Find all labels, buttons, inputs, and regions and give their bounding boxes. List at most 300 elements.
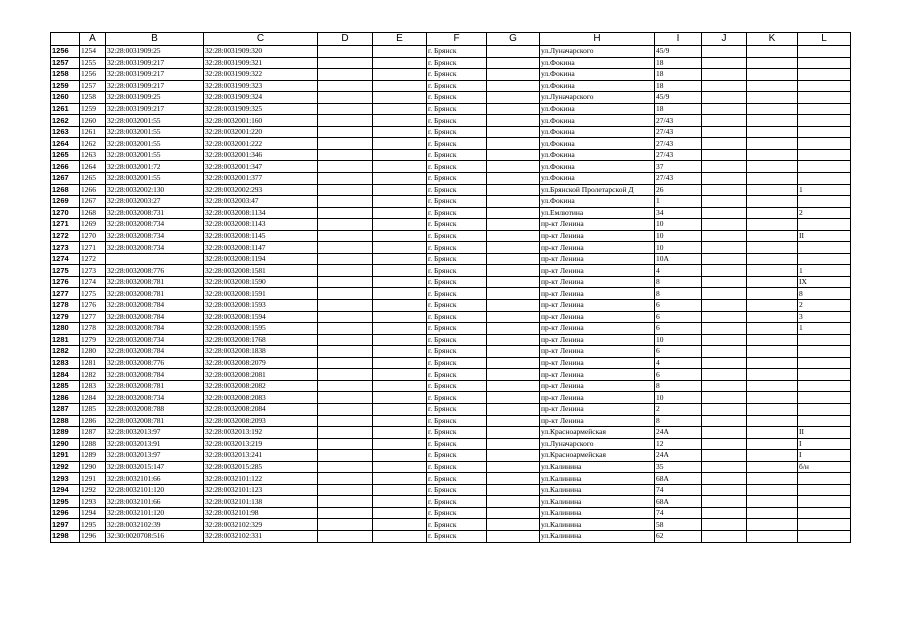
column-header-i[interactable]: I bbox=[655, 33, 702, 46]
cell-l[interactable] bbox=[798, 346, 851, 358]
cell-d[interactable] bbox=[318, 253, 373, 265]
cell-e[interactable] bbox=[373, 346, 427, 358]
cell-g[interactable] bbox=[487, 173, 540, 185]
cell-k[interactable] bbox=[747, 230, 798, 242]
row-number-cell[interactable]: 1292 bbox=[51, 461, 80, 473]
cell-c[interactable]: 32:28:0032008:1593 bbox=[204, 300, 318, 312]
cell-c[interactable]: 32:28:0032101:122 bbox=[204, 473, 318, 485]
cell-a[interactable]: 1260 bbox=[80, 115, 106, 127]
cell-f[interactable]: г. Брянск bbox=[427, 357, 487, 369]
cell-k[interactable] bbox=[747, 415, 798, 427]
row-number-cell[interactable]: 1269 bbox=[51, 196, 80, 208]
cell-c[interactable]: 32:28:0032101:138 bbox=[204, 496, 318, 508]
cell-b[interactable]: 32:28:0032008:734 bbox=[106, 219, 204, 231]
cell-j[interactable] bbox=[702, 473, 747, 485]
cell-k[interactable] bbox=[747, 403, 798, 415]
cell-h[interactable]: ул.Фокина bbox=[540, 57, 655, 69]
cell-i[interactable]: 6 bbox=[655, 369, 702, 381]
cell-k[interactable] bbox=[747, 161, 798, 173]
column-header-h[interactable]: H bbox=[540, 33, 655, 46]
cell-e[interactable] bbox=[373, 311, 427, 323]
cell-j[interactable] bbox=[702, 288, 747, 300]
cell-b[interactable]: 32:28:0032008:734 bbox=[106, 230, 204, 242]
cell-g[interactable] bbox=[487, 334, 540, 346]
cell-h[interactable]: пр-кт Ленина bbox=[540, 369, 655, 381]
cell-k[interactable] bbox=[747, 461, 798, 473]
cell-k[interactable] bbox=[747, 184, 798, 196]
cell-b[interactable]: 32:28:0032001:55 bbox=[106, 126, 204, 138]
cell-d[interactable] bbox=[318, 276, 373, 288]
cell-i[interactable]: 45/9 bbox=[655, 46, 702, 58]
cell-j[interactable] bbox=[702, 103, 747, 115]
cell-k[interactable] bbox=[747, 519, 798, 531]
cell-f[interactable]: г. Брянск bbox=[427, 346, 487, 358]
cell-a[interactable]: 1258 bbox=[80, 92, 106, 104]
cell-g[interactable] bbox=[487, 392, 540, 404]
cell-d[interactable] bbox=[318, 415, 373, 427]
cell-j[interactable] bbox=[702, 415, 747, 427]
cell-c[interactable]: 32:28:0032102:331 bbox=[204, 530, 318, 542]
cell-f[interactable]: г. Брянск bbox=[427, 149, 487, 161]
cell-f[interactable]: г. Брянск bbox=[427, 242, 487, 254]
cell-f[interactable]: г. Брянск bbox=[427, 265, 487, 277]
cell-g[interactable] bbox=[487, 207, 540, 219]
cell-h[interactable]: ул.Луначарского bbox=[540, 438, 655, 450]
cell-l[interactable]: 8 bbox=[798, 288, 851, 300]
cell-g[interactable] bbox=[487, 265, 540, 277]
cell-g[interactable] bbox=[487, 92, 540, 104]
cell-g[interactable] bbox=[487, 46, 540, 58]
cell-h[interactable]: ул.Фокина bbox=[540, 80, 655, 92]
cell-g[interactable] bbox=[487, 323, 540, 335]
cell-e[interactable] bbox=[373, 253, 427, 265]
cell-k[interactable] bbox=[747, 530, 798, 542]
cell-l[interactable] bbox=[798, 115, 851, 127]
cell-c[interactable]: 32:28:0032008:1768 bbox=[204, 334, 318, 346]
cell-a[interactable]: 1282 bbox=[80, 369, 106, 381]
cell-j[interactable] bbox=[702, 369, 747, 381]
cell-g[interactable] bbox=[487, 346, 540, 358]
cell-l[interactable] bbox=[798, 46, 851, 58]
cell-a[interactable]: 1283 bbox=[80, 380, 106, 392]
cell-j[interactable] bbox=[702, 219, 747, 231]
cell-g[interactable] bbox=[487, 57, 540, 69]
cell-a[interactable]: 1273 bbox=[80, 265, 106, 277]
cell-d[interactable] bbox=[318, 173, 373, 185]
cell-k[interactable] bbox=[747, 80, 798, 92]
cell-b[interactable]: 32:28:0031909:217 bbox=[106, 69, 204, 81]
cell-l[interactable]: 1 bbox=[798, 184, 851, 196]
cell-i[interactable]: 6 bbox=[655, 346, 702, 358]
cell-i[interactable]: 8 bbox=[655, 288, 702, 300]
row-number-cell[interactable]: 1266 bbox=[51, 161, 80, 173]
cell-d[interactable] bbox=[318, 323, 373, 335]
row-number-cell[interactable]: 1263 bbox=[51, 126, 80, 138]
cell-j[interactable] bbox=[702, 496, 747, 508]
cell-e[interactable] bbox=[373, 173, 427, 185]
cell-f[interactable]: г. Брянск bbox=[427, 57, 487, 69]
cell-e[interactable] bbox=[373, 57, 427, 69]
column-header-f[interactable]: F bbox=[427, 33, 487, 46]
cell-a[interactable]: 1263 bbox=[80, 149, 106, 161]
cell-h[interactable]: ул.Фокина bbox=[540, 173, 655, 185]
cell-f[interactable]: г. Брянск bbox=[427, 207, 487, 219]
cell-h[interactable]: ул.Калинина bbox=[540, 496, 655, 508]
cell-d[interactable] bbox=[318, 126, 373, 138]
cell-i[interactable]: 74 bbox=[655, 507, 702, 519]
cell-k[interactable] bbox=[747, 276, 798, 288]
cell-h[interactable]: ул.Фокина bbox=[540, 161, 655, 173]
cell-g[interactable] bbox=[487, 276, 540, 288]
row-number-cell[interactable]: 1290 bbox=[51, 438, 80, 450]
row-number-cell[interactable]: 1285 bbox=[51, 380, 80, 392]
row-number-cell[interactable]: 1280 bbox=[51, 323, 80, 335]
cell-h[interactable]: ул.Луначарского bbox=[540, 92, 655, 104]
cell-e[interactable] bbox=[373, 415, 427, 427]
cell-a[interactable]: 1293 bbox=[80, 496, 106, 508]
cell-j[interactable] bbox=[702, 484, 747, 496]
cell-a[interactable]: 1289 bbox=[80, 450, 106, 462]
cell-c[interactable]: 32:28:0032002:293 bbox=[204, 184, 318, 196]
row-number-cell[interactable]: 1279 bbox=[51, 311, 80, 323]
cell-j[interactable] bbox=[702, 507, 747, 519]
cell-c[interactable]: 32:28:0032001:222 bbox=[204, 138, 318, 150]
cell-a[interactable]: 1264 bbox=[80, 161, 106, 173]
cell-i[interactable]: 6 bbox=[655, 300, 702, 312]
cell-a[interactable]: 1292 bbox=[80, 484, 106, 496]
cell-e[interactable] bbox=[373, 219, 427, 231]
cell-k[interactable] bbox=[747, 57, 798, 69]
cell-k[interactable] bbox=[747, 427, 798, 439]
cell-b[interactable] bbox=[106, 253, 204, 265]
cell-h[interactable]: пр-кт Ленина bbox=[540, 276, 655, 288]
cell-c[interactable]: 32:28:0032013:219 bbox=[204, 438, 318, 450]
cell-f[interactable]: г. Брянск bbox=[427, 288, 487, 300]
cell-l[interactable] bbox=[798, 530, 851, 542]
cell-b[interactable]: 32:28:0032013:91 bbox=[106, 438, 204, 450]
cell-b[interactable]: 32:28:0032008:776 bbox=[106, 357, 204, 369]
row-number-cell[interactable]: 1298 bbox=[51, 530, 80, 542]
cell-i[interactable]: 27/43 bbox=[655, 115, 702, 127]
cell-k[interactable] bbox=[747, 149, 798, 161]
cell-f[interactable]: г. Брянск bbox=[427, 415, 487, 427]
cell-j[interactable] bbox=[702, 69, 747, 81]
cell-e[interactable] bbox=[373, 207, 427, 219]
column-header-d[interactable]: D bbox=[318, 33, 373, 46]
cell-f[interactable]: г. Брянск bbox=[427, 496, 487, 508]
cell-d[interactable] bbox=[318, 392, 373, 404]
cell-k[interactable] bbox=[747, 369, 798, 381]
cell-c[interactable]: 32:28:0032008:1147 bbox=[204, 242, 318, 254]
cell-f[interactable]: г. Брянск bbox=[427, 403, 487, 415]
cell-f[interactable]: г. Брянск bbox=[427, 334, 487, 346]
cell-e[interactable] bbox=[373, 80, 427, 92]
cell-e[interactable] bbox=[373, 392, 427, 404]
cell-a[interactable]: 1278 bbox=[80, 323, 106, 335]
cell-g[interactable] bbox=[487, 138, 540, 150]
cell-b[interactable]: 32:28:0032002:130 bbox=[106, 184, 204, 196]
cell-k[interactable] bbox=[747, 300, 798, 312]
cell-d[interactable] bbox=[318, 438, 373, 450]
cell-i[interactable]: 10 bbox=[655, 219, 702, 231]
cell-e[interactable] bbox=[373, 46, 427, 58]
cell-k[interactable] bbox=[747, 323, 798, 335]
cell-a[interactable]: 1272 bbox=[80, 253, 106, 265]
cell-j[interactable] bbox=[702, 530, 747, 542]
cell-c[interactable]: 32:28:0032015:285 bbox=[204, 461, 318, 473]
row-number-cell[interactable]: 1270 bbox=[51, 207, 80, 219]
cell-j[interactable] bbox=[702, 392, 747, 404]
cell-e[interactable] bbox=[373, 530, 427, 542]
cell-b[interactable]: 32:28:0032008:734 bbox=[106, 242, 204, 254]
column-header-c[interactable]: C bbox=[204, 33, 318, 46]
cell-j[interactable] bbox=[702, 126, 747, 138]
cell-e[interactable] bbox=[373, 69, 427, 81]
cell-h[interactable]: пр-кт Ленина bbox=[540, 403, 655, 415]
cell-f[interactable]: г. Брянск bbox=[427, 92, 487, 104]
cell-b[interactable]: 32:28:0032008:734 bbox=[106, 392, 204, 404]
cell-b[interactable]: 32:28:0032013:97 bbox=[106, 427, 204, 439]
row-number-cell[interactable]: 1291 bbox=[51, 450, 80, 462]
cell-i[interactable]: 10 bbox=[655, 392, 702, 404]
cell-k[interactable] bbox=[747, 92, 798, 104]
cell-g[interactable] bbox=[487, 219, 540, 231]
cell-f[interactable]: г. Брянск bbox=[427, 461, 487, 473]
cell-e[interactable] bbox=[373, 265, 427, 277]
cell-c[interactable]: 32:28:0032008:2082 bbox=[204, 380, 318, 392]
cell-g[interactable] bbox=[487, 438, 540, 450]
cell-l[interactable] bbox=[798, 173, 851, 185]
cell-h[interactable]: пр-кт Ленина bbox=[540, 288, 655, 300]
cell-e[interactable] bbox=[373, 496, 427, 508]
cell-d[interactable] bbox=[318, 103, 373, 115]
cell-a[interactable]: 1291 bbox=[80, 473, 106, 485]
cell-f[interactable]: г. Брянск bbox=[427, 276, 487, 288]
cell-a[interactable]: 1276 bbox=[80, 300, 106, 312]
cell-k[interactable] bbox=[747, 253, 798, 265]
cell-d[interactable] bbox=[318, 311, 373, 323]
cell-i[interactable]: 6 bbox=[655, 311, 702, 323]
cell-j[interactable] bbox=[702, 323, 747, 335]
cell-h[interactable]: ул.Фокина bbox=[540, 138, 655, 150]
cell-j[interactable] bbox=[702, 300, 747, 312]
cell-h[interactable]: пр-кт Ленина bbox=[540, 311, 655, 323]
row-number-cell[interactable]: 1273 bbox=[51, 242, 80, 254]
cell-d[interactable] bbox=[318, 473, 373, 485]
row-number-cell[interactable]: 1278 bbox=[51, 300, 80, 312]
cell-h[interactable]: ул.Калинина bbox=[540, 484, 655, 496]
cell-k[interactable] bbox=[747, 265, 798, 277]
cell-b[interactable]: 32:28:0032008:781 bbox=[106, 380, 204, 392]
cell-i[interactable]: 34 bbox=[655, 207, 702, 219]
cell-g[interactable] bbox=[487, 380, 540, 392]
cell-e[interactable] bbox=[373, 242, 427, 254]
row-number-cell[interactable]: 1274 bbox=[51, 253, 80, 265]
cell-c[interactable]: 32:28:0032008:1581 bbox=[204, 265, 318, 277]
cell-d[interactable] bbox=[318, 450, 373, 462]
cell-g[interactable] bbox=[487, 496, 540, 508]
cell-h[interactable]: ул.Фокина bbox=[540, 69, 655, 81]
cell-b[interactable]: 32:28:0031909:217 bbox=[106, 103, 204, 115]
cell-b[interactable]: 32:28:0032008:784 bbox=[106, 311, 204, 323]
cell-g[interactable] bbox=[487, 288, 540, 300]
cell-g[interactable] bbox=[487, 507, 540, 519]
cell-l[interactable] bbox=[798, 392, 851, 404]
cell-a[interactable]: 1259 bbox=[80, 103, 106, 115]
cell-a[interactable]: 1262 bbox=[80, 138, 106, 150]
cell-l[interactable] bbox=[798, 149, 851, 161]
cell-g[interactable] bbox=[487, 149, 540, 161]
cell-f[interactable]: г. Брянск bbox=[427, 219, 487, 231]
cell-c[interactable]: 32:28:0032008:1143 bbox=[204, 219, 318, 231]
cell-d[interactable] bbox=[318, 380, 373, 392]
cell-g[interactable] bbox=[487, 403, 540, 415]
cell-f[interactable]: г. Брянск bbox=[427, 392, 487, 404]
cell-b[interactable]: 32:28:0032008:784 bbox=[106, 300, 204, 312]
cell-l[interactable] bbox=[798, 369, 851, 381]
cell-g[interactable] bbox=[487, 126, 540, 138]
cell-f[interactable]: г. Брянск bbox=[427, 253, 487, 265]
cell-c[interactable]: 32:28:0032008:2084 bbox=[204, 403, 318, 415]
cell-l[interactable] bbox=[798, 219, 851, 231]
cell-g[interactable] bbox=[487, 369, 540, 381]
cell-b[interactable]: 32:28:0032101:66 bbox=[106, 473, 204, 485]
cell-l[interactable] bbox=[798, 138, 851, 150]
cell-d[interactable] bbox=[318, 207, 373, 219]
cell-j[interactable] bbox=[702, 276, 747, 288]
cell-g[interactable] bbox=[487, 80, 540, 92]
cell-k[interactable] bbox=[747, 380, 798, 392]
cell-g[interactable] bbox=[487, 184, 540, 196]
cell-g[interactable] bbox=[487, 484, 540, 496]
row-number-cell[interactable]: 1264 bbox=[51, 138, 80, 150]
cell-i[interactable]: 8 bbox=[655, 380, 702, 392]
column-header-e[interactable]: E bbox=[373, 33, 427, 46]
cell-g[interactable] bbox=[487, 357, 540, 369]
cell-b[interactable]: 32:28:0032102:39 bbox=[106, 519, 204, 531]
cell-i[interactable]: 68А bbox=[655, 473, 702, 485]
cell-i[interactable]: 45/9 bbox=[655, 92, 702, 104]
cell-k[interactable] bbox=[747, 46, 798, 58]
cell-c[interactable]: 32:28:0032008:1194 bbox=[204, 253, 318, 265]
cell-h[interactable]: пр-кт Ленина bbox=[540, 392, 655, 404]
cell-a[interactable]: 1254 bbox=[80, 46, 106, 58]
cell-b[interactable]: 32:28:0031909:25 bbox=[106, 92, 204, 104]
cell-l[interactable]: 2 bbox=[798, 300, 851, 312]
cell-c[interactable]: 32:28:0032008:1595 bbox=[204, 323, 318, 335]
cell-a[interactable]: 1275 bbox=[80, 288, 106, 300]
cell-l[interactable]: I bbox=[798, 450, 851, 462]
cell-d[interactable] bbox=[318, 92, 373, 104]
row-number-cell[interactable]: 1259 bbox=[51, 80, 80, 92]
cell-c[interactable]: 32:28:0032008:2093 bbox=[204, 415, 318, 427]
cell-c[interactable]: 32:28:0032001:160 bbox=[204, 115, 318, 127]
cell-j[interactable] bbox=[702, 334, 747, 346]
cell-d[interactable] bbox=[318, 357, 373, 369]
cell-l[interactable] bbox=[798, 161, 851, 173]
cell-i[interactable]: 18 bbox=[655, 57, 702, 69]
cell-k[interactable] bbox=[747, 103, 798, 115]
cell-a[interactable]: 1286 bbox=[80, 415, 106, 427]
row-number-cell[interactable]: 1262 bbox=[51, 115, 80, 127]
cell-l[interactable] bbox=[798, 519, 851, 531]
cell-k[interactable] bbox=[747, 507, 798, 519]
cell-d[interactable] bbox=[318, 265, 373, 277]
cell-g[interactable] bbox=[487, 311, 540, 323]
cell-h[interactable]: ул.Калинина bbox=[540, 461, 655, 473]
column-header-k[interactable]: K bbox=[747, 33, 798, 46]
cell-f[interactable]: г. Брянск bbox=[427, 184, 487, 196]
cell-d[interactable] bbox=[318, 196, 373, 208]
cell-j[interactable] bbox=[702, 149, 747, 161]
cell-h[interactable]: ул.Красноармейская bbox=[540, 450, 655, 462]
cell-c[interactable]: 32:28:0031909:321 bbox=[204, 57, 318, 69]
cell-k[interactable] bbox=[747, 392, 798, 404]
cell-e[interactable] bbox=[373, 450, 427, 462]
cell-h[interactable]: пр-кт Ленина bbox=[540, 380, 655, 392]
cell-b[interactable]: 32:28:0032008:734 bbox=[106, 334, 204, 346]
cell-f[interactable]: г. Брянск bbox=[427, 530, 487, 542]
cell-g[interactable] bbox=[487, 115, 540, 127]
cell-j[interactable] bbox=[702, 403, 747, 415]
cell-d[interactable] bbox=[318, 530, 373, 542]
cell-a[interactable]: 1261 bbox=[80, 126, 106, 138]
cell-e[interactable] bbox=[373, 369, 427, 381]
cell-i[interactable]: 24А bbox=[655, 450, 702, 462]
cell-e[interactable] bbox=[373, 126, 427, 138]
cell-h[interactable]: пр-кт Ленина bbox=[540, 253, 655, 265]
row-number-cell[interactable]: 1282 bbox=[51, 346, 80, 358]
cell-l[interactable] bbox=[798, 80, 851, 92]
row-number-cell[interactable]: 1258 bbox=[51, 69, 80, 81]
cell-l[interactable] bbox=[798, 126, 851, 138]
cell-e[interactable] bbox=[373, 288, 427, 300]
column-header-a[interactable]: A bbox=[80, 33, 106, 46]
cell-h[interactable]: пр-кт Ленина bbox=[540, 357, 655, 369]
cell-d[interactable] bbox=[318, 300, 373, 312]
cell-d[interactable] bbox=[318, 46, 373, 58]
cell-h[interactable]: ул.Емлютина bbox=[540, 207, 655, 219]
cell-a[interactable]: 1287 bbox=[80, 427, 106, 439]
cell-i[interactable]: 10 bbox=[655, 230, 702, 242]
cell-a[interactable]: 1255 bbox=[80, 57, 106, 69]
cell-e[interactable] bbox=[373, 473, 427, 485]
cell-d[interactable] bbox=[318, 461, 373, 473]
cell-l[interactable]: I bbox=[798, 438, 851, 450]
row-number-cell[interactable]: 1294 bbox=[51, 484, 80, 496]
cell-g[interactable] bbox=[487, 161, 540, 173]
cell-c[interactable]: 32:28:0032008:2081 bbox=[204, 369, 318, 381]
cell-j[interactable] bbox=[702, 380, 747, 392]
cell-k[interactable] bbox=[747, 288, 798, 300]
cell-l[interactable] bbox=[798, 92, 851, 104]
cell-f[interactable]: г. Брянск bbox=[427, 311, 487, 323]
cell-j[interactable] bbox=[702, 173, 747, 185]
row-number-cell[interactable]: 1295 bbox=[51, 496, 80, 508]
cell-a[interactable]: 1290 bbox=[80, 461, 106, 473]
cell-d[interactable] bbox=[318, 161, 373, 173]
cell-a[interactable]: 1280 bbox=[80, 346, 106, 358]
cell-h[interactable]: ул.Калинина bbox=[540, 507, 655, 519]
cell-b[interactable]: 32:28:0032008:776 bbox=[106, 265, 204, 277]
cell-a[interactable]: 1279 bbox=[80, 334, 106, 346]
row-number-cell[interactable]: 1275 bbox=[51, 265, 80, 277]
cell-i[interactable]: 1 bbox=[655, 196, 702, 208]
cell-a[interactable]: 1277 bbox=[80, 311, 106, 323]
cell-h[interactable]: ул.Калинина bbox=[540, 530, 655, 542]
cell-b[interactable]: 32:28:0032008:784 bbox=[106, 346, 204, 358]
cell-f[interactable]: г. Брянск bbox=[427, 230, 487, 242]
